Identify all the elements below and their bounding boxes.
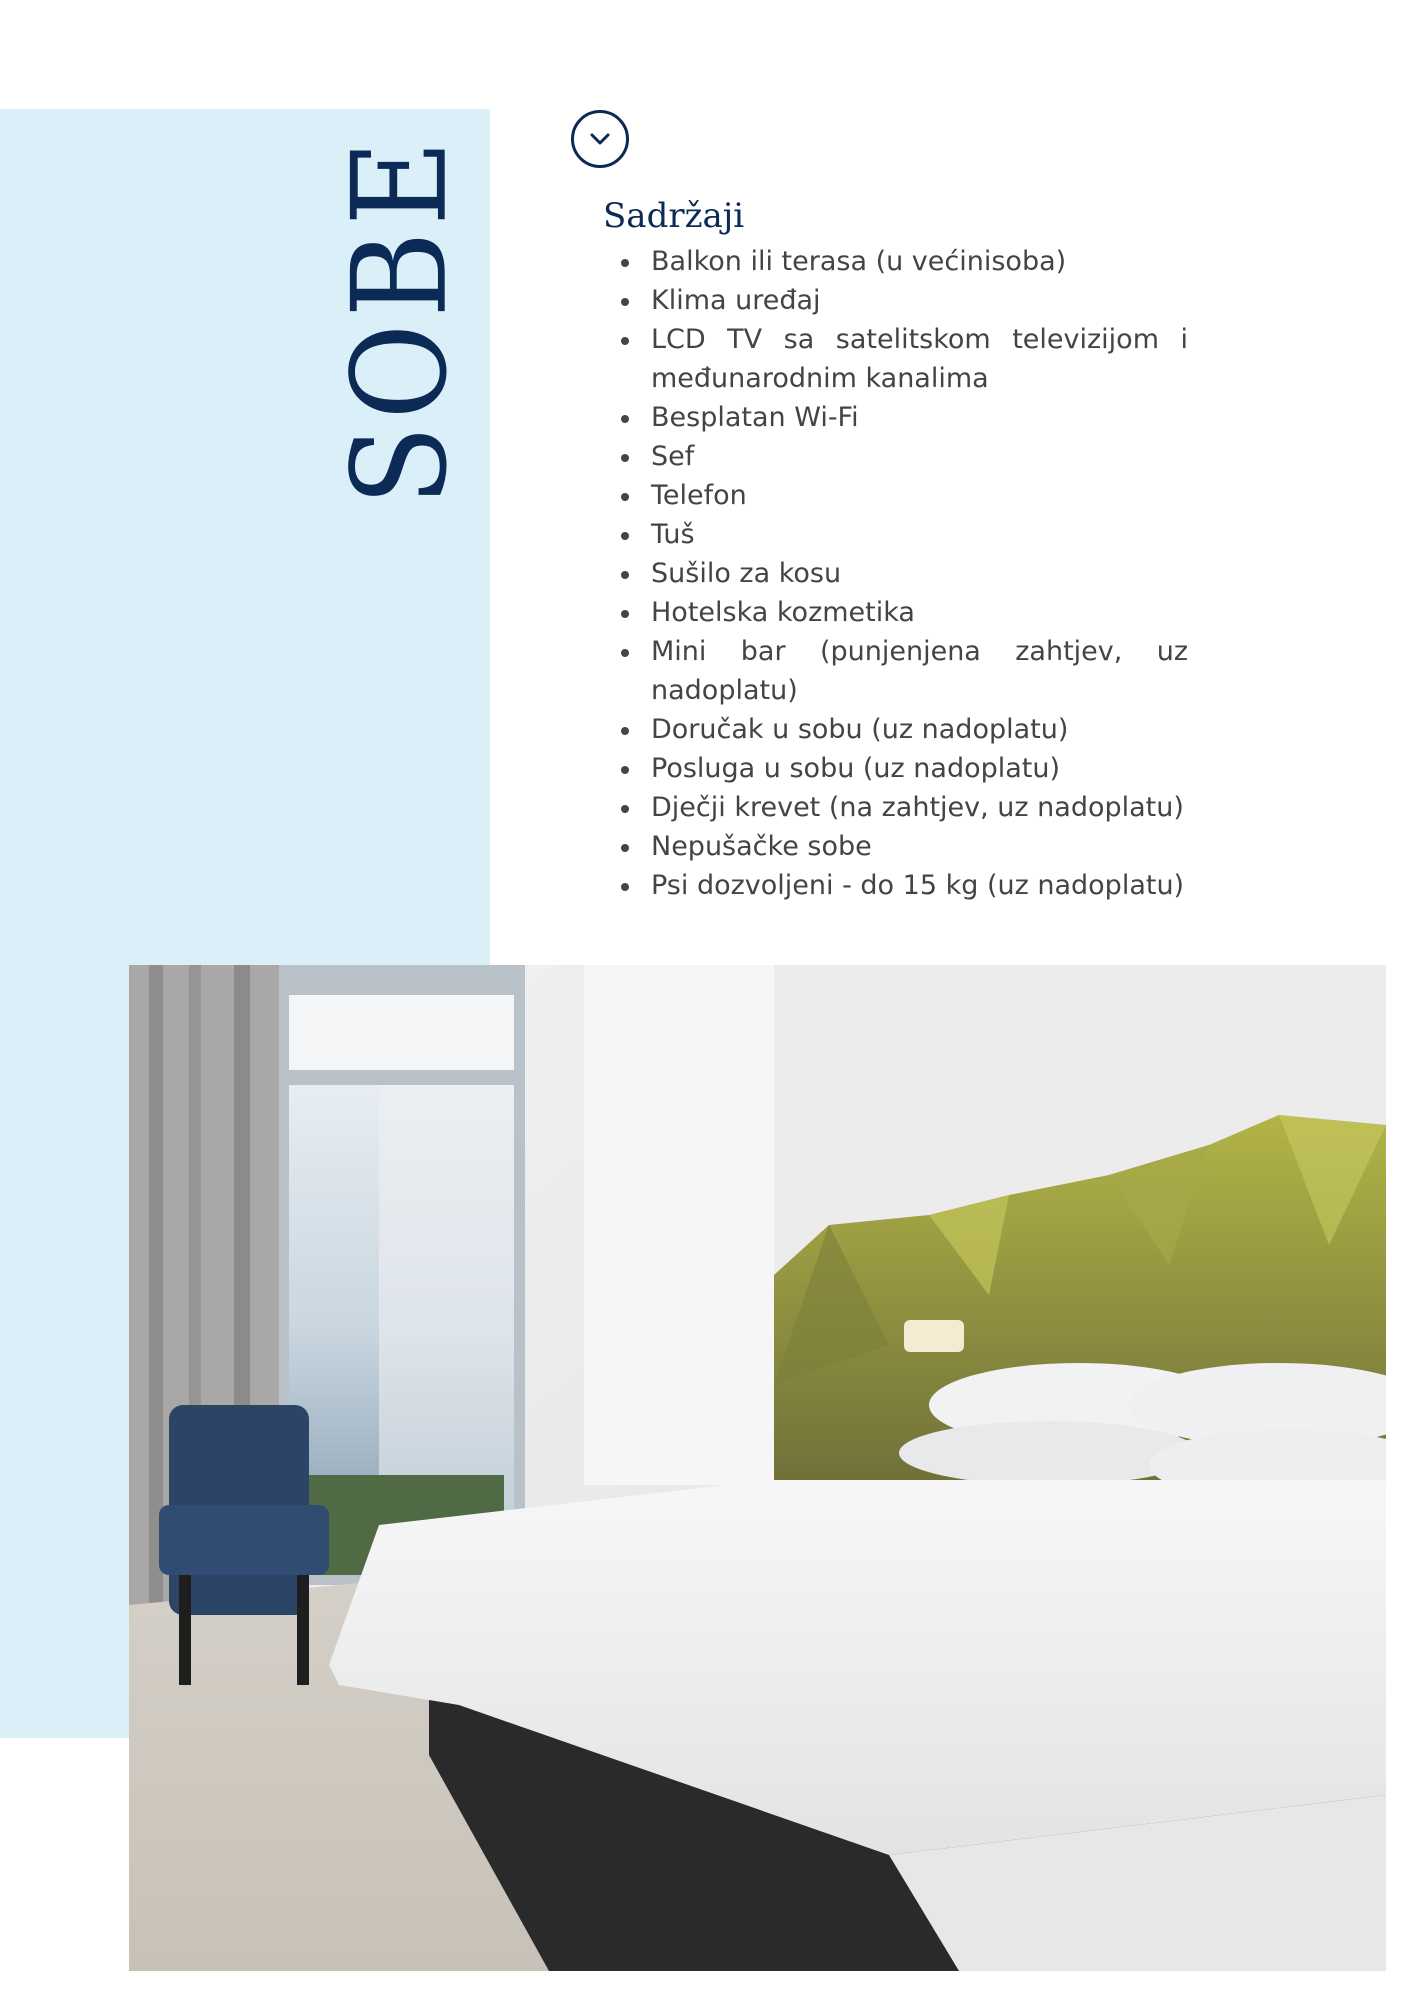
list-item: Mini bar (punjenjena zahtjev, uz nadoplatu) [651,632,1188,710]
list-item: Doručak u sobu (uz nadoplatu) [651,710,1188,749]
page-title [310,130,490,510]
list-item: LCD TV sa satelitskom televizijom i međunarodnim kanalima [651,320,1188,398]
amenities-section [603,196,1188,905]
list-item: Sušilo za kosu [651,554,1188,593]
hotel-room-illustration [129,965,1386,1971]
list-item: Posluga u sobu (uz nadoplatu) [651,749,1188,788]
section-heading: Sadržaji [603,196,745,236]
amenities-list [603,242,1188,905]
list-item: Klima uređaj [651,281,1188,320]
list-item: Dječji krevet (na zahtjev, uz nadoplatu) [651,788,1188,827]
list-item: Nepušačke sobe [651,827,1188,866]
list-item: Hotelska kozmetika [651,593,1188,632]
list-item: Psi dozvoljeni - do 15 kg (uz nadoplatu) [651,866,1188,905]
chevron-down-icon [589,132,611,146]
list-item: Tuš [651,515,1188,554]
list-item: Sef [651,437,1188,476]
list-item: Balkon ili terasa (u većinisoba) [651,242,1188,281]
list-item: Telefon [651,476,1188,515]
list-item: Besplatan Wi-Fi [651,398,1188,437]
room-photo [129,965,1386,1971]
page-title-text: SOBE [324,134,476,506]
expand-toggle-button[interactable] [571,110,629,168]
